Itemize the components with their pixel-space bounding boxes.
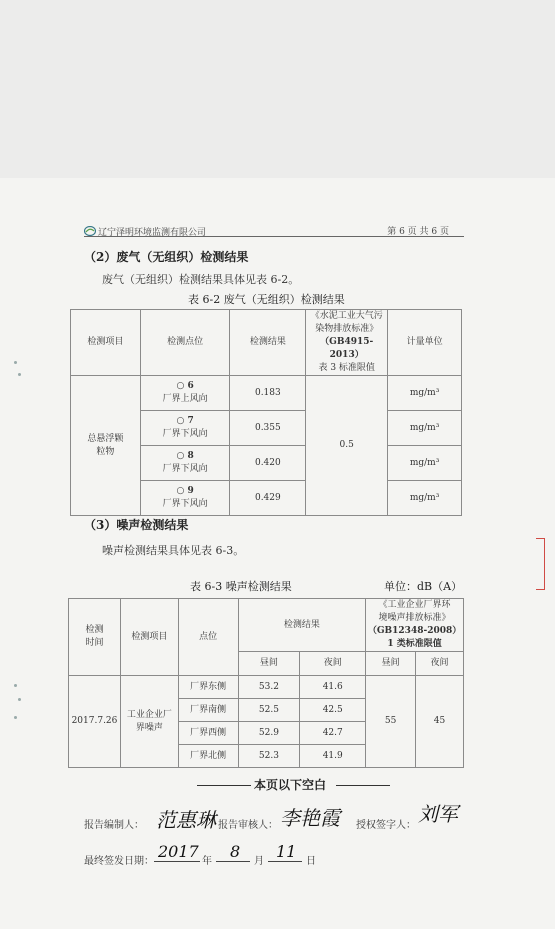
report-page: [0, 178, 555, 929]
year-underline: [154, 861, 200, 862]
result-cell: 0.429: [230, 481, 306, 516]
day-cell: 52.3: [238, 745, 300, 768]
section-title-exhaust: （2）废气（无组织）检测结果: [84, 250, 249, 264]
table-caption-6-3: 表 6-3 噪声检测结果: [190, 580, 292, 593]
year-unit: 年: [202, 856, 212, 867]
header-std-night: 夜间: [416, 652, 464, 676]
table-header-row: [71, 310, 462, 376]
blank-top-area: [0, 0, 555, 178]
point-cell: 厂界北侧: [178, 745, 238, 768]
unit-cell: mg/m³: [388, 446, 462, 481]
day-unit: 日: [306, 856, 316, 867]
point-cell: ○ 9 厂界下风向: [140, 481, 230, 516]
blank-note-left-rule: [197, 785, 251, 786]
night-cell: 42.5: [300, 699, 366, 722]
issue-day: 11: [276, 842, 297, 861]
header-standard: 《工业企业厂界环 境噪声排放标准》 （GB12348-2008） 1 类标准限值: [366, 599, 464, 652]
binding-hole: [14, 716, 17, 719]
std-day-cell: 55: [366, 676, 416, 768]
blank-note: 本页以下空白: [254, 778, 327, 792]
section-title-noise: （3）噪声检测结果: [84, 518, 189, 532]
header-item: 检测项目: [120, 599, 178, 676]
month-unit: 月: [254, 856, 264, 867]
header-item: 检测项目: [71, 310, 141, 376]
table-row: [71, 376, 462, 411]
issue-date-label: 最终签发日期：: [84, 856, 154, 867]
exhaust-results-table: [70, 309, 462, 516]
point-cell: ○ 6 厂界上风向: [140, 376, 230, 411]
date-cell: 2017.7.26: [69, 676, 121, 768]
section-intro-exhaust: 废气（无组织）检测结果具体见表 6-2。: [102, 273, 300, 286]
std-night-cell: 45: [416, 676, 464, 768]
table-header-row: [69, 599, 464, 652]
day-cell: 53.2: [238, 676, 300, 699]
header-std-day: 昼间: [366, 652, 416, 676]
page-number: 第 6 页 共 6 页: [387, 227, 449, 237]
compiler-signature: 范惠琳: [156, 808, 216, 832]
result-cell: 0.355: [230, 411, 306, 446]
point-cell: ○ 8 厂界下风向: [140, 446, 230, 481]
day-cell: 52.5: [238, 699, 300, 722]
day-underline: [268, 861, 302, 862]
night-cell: 41.9: [300, 745, 366, 768]
signer-signature: 刘军: [418, 802, 458, 826]
section-intro-noise: 噪声检测结果具体见表 6-3。: [102, 544, 245, 557]
unit-cell: mg/m³: [388, 411, 462, 446]
month-underline: [216, 861, 250, 862]
header-point: 点位: [178, 599, 238, 676]
binding-hole: [14, 684, 17, 687]
signer-label: 授权签字人：: [356, 820, 416, 831]
binding-hole: [14, 361, 17, 364]
night-cell: 42.7: [300, 722, 366, 745]
header-unit: 计量单位: [388, 310, 462, 376]
day-cell: 52.9: [238, 722, 300, 745]
issue-year: 2017: [158, 842, 199, 861]
standard-value-cell: 0.5: [306, 376, 388, 516]
header-result: 检测结果: [238, 599, 366, 652]
table-row: [69, 676, 464, 699]
item-name-cell: 工业企业厂 界噪声: [120, 676, 178, 768]
header-day: 昼间: [238, 652, 300, 676]
result-cell: 0.183: [230, 376, 306, 411]
unit-cell: mg/m³: [388, 481, 462, 516]
issue-month: 8: [230, 842, 241, 861]
header-result: 检测结果: [230, 310, 306, 376]
point-cell: 厂界东侧: [178, 676, 238, 699]
binding-hole: [18, 698, 21, 701]
unit-cell: mg/m³: [388, 376, 462, 411]
item-name-cell: 总悬浮颗 粒物: [71, 376, 141, 516]
company-logo-icon: [84, 226, 96, 236]
point-cell: 厂界南侧: [178, 699, 238, 722]
reviewer-signature: 李艳霞: [280, 806, 340, 830]
binding-hole: [18, 373, 21, 376]
header-night: 夜间: [300, 652, 366, 676]
result-cell: 0.420: [230, 446, 306, 481]
table-unit-caption: 单位：dB（A）: [384, 580, 463, 593]
header-point: 检测点位: [140, 310, 230, 376]
reviewer-label: 报告审核人：: [218, 820, 278, 831]
point-cell: ○ 7 厂界下风向: [140, 411, 230, 446]
header-rule: [84, 236, 464, 237]
header-time: 检测 时间: [69, 599, 121, 676]
table-caption-6-2: 表 6-2 废气（无组织）检测结果: [188, 293, 345, 306]
blank-note-right-rule: [336, 785, 390, 786]
company-name: 辽宁泽明环境监测有限公司: [98, 228, 207, 238]
red-bracket-mark: [536, 538, 545, 590]
compiler-label: 报告编制人：: [84, 820, 144, 831]
night-cell: 41.6: [300, 676, 366, 699]
point-cell: 厂界西侧: [178, 722, 238, 745]
header-standard: 《水泥工业大气污 染物排放标准》 （GB4915-2013） 表 3 标准限值: [306, 310, 388, 376]
noise-results-table: [68, 598, 464, 768]
